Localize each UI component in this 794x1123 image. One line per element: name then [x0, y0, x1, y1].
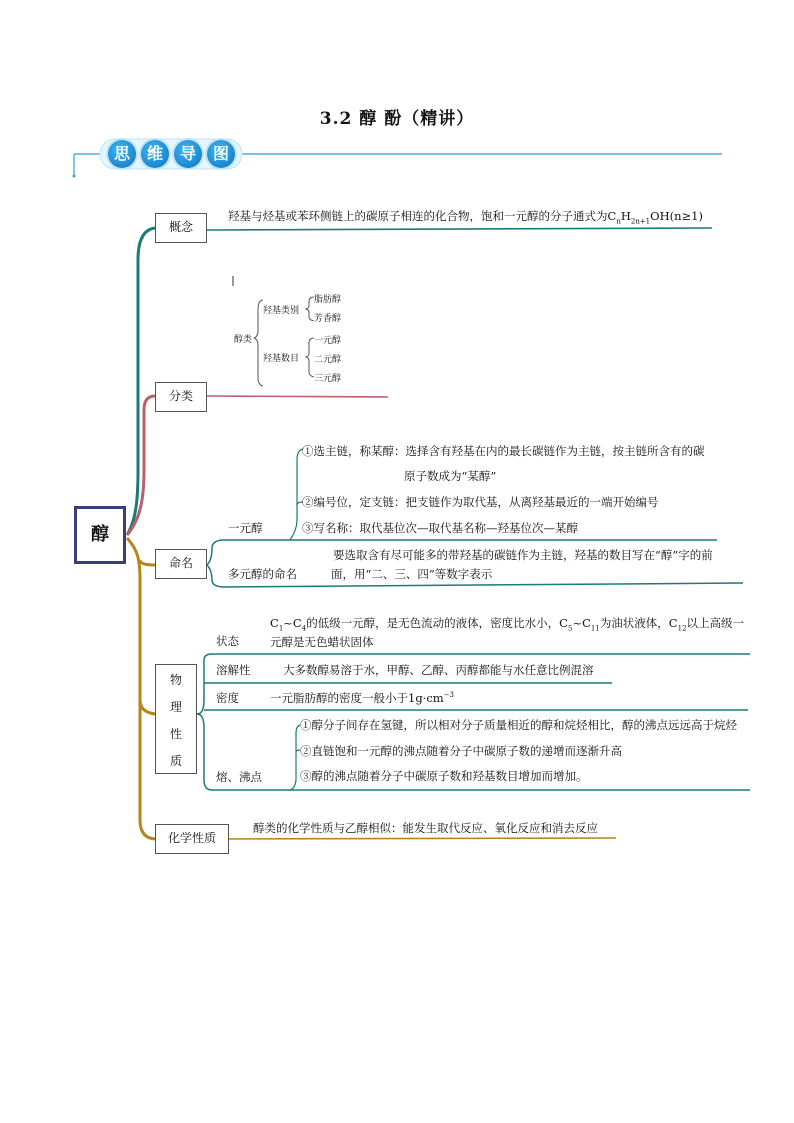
- naming-poly-rule-1: 要选取含有尽可能多的带羟基的碳链作为主链，羟基的数目写在“醇”字的前: [333, 548, 713, 562]
- naming-mono-label: 一元醇: [228, 521, 263, 535]
- bp-rule-1: ①醇分子间存在氢键，所以相对分子质量相近的醇和烷烃相比，醇的沸点远远高于烷烃: [300, 718, 737, 732]
- class-group-2: 羟基数目: [263, 354, 300, 364]
- solubility-label: 溶解性: [216, 663, 251, 677]
- chemical-node: 化学性质: [155, 824, 229, 854]
- concept-node: 概念: [155, 213, 207, 243]
- solubility-text: 大多数醇易溶于水，甲醇、乙醇、丙醇都能与水任意比例混溶: [283, 663, 594, 677]
- class-item: 脂肪醇: [314, 295, 342, 305]
- state-label: 状态: [216, 634, 239, 648]
- physical-label-char: 性: [169, 727, 182, 741]
- bp-rule-2: ②直链饱和一元醇的沸点随着分子中碳原子数的递增而逐渐升高: [300, 744, 622, 758]
- class-root: 醇类: [234, 335, 253, 345]
- physical-label-char: 理: [169, 700, 182, 714]
- class-item: 一元醇: [314, 336, 342, 346]
- physical-label-char: 质: [169, 754, 182, 768]
- naming-poly-label: 多元醇的命名: [228, 567, 297, 581]
- class-item: 二元醇: [314, 355, 342, 365]
- state-line-1: $C_1\sim C_4$的低级一元醇，是无色流动的液体，密度比水小，$C_5\sim C_{11}$为油状液体，$C_{12}$以上高级一: [270, 616, 745, 633]
- naming-rule-2: ②编号位，定支链：把支链作为取代基，从离羟基最近的一端开始编号: [302, 495, 659, 509]
- classification-node: 分类: [155, 382, 207, 412]
- density-text: 一元脂肪醇的密度一般小于$1g\cdot cm^{-3}$: [270, 691, 455, 705]
- state-line-2: 元醇是无色蜡状固体: [270, 635, 374, 649]
- banner-char-3: 导: [174, 140, 202, 168]
- naming-rule-1: ①选主链，称某醇：选择含有羟基在内的最长碳链作为主链，按主链所含有的碳: [302, 444, 705, 458]
- naming-poly-rule-2: 面，用“二、三、四”等数字表示: [331, 567, 493, 581]
- class-group-1: 羟基类别: [263, 306, 300, 316]
- banner-char-4: 图: [207, 140, 235, 168]
- page-title: 3.2 醇 酚（精讲）: [319, 109, 475, 129]
- naming-rule-3: ③写名称：取代基位次—取代基名称—羟基位次—某醇: [302, 521, 578, 535]
- physical-label-char: 物: [169, 673, 182, 687]
- naming-rule-1b: 原子数成为“某醇”: [404, 469, 497, 483]
- chemical-text: 醇类的化学性质与乙醇相似：能发生取代反应、氧化反应和消去反应: [253, 821, 598, 835]
- concept-text: 羟基与烃基或苯环侧链上的碳原子相连的化合物，饱和一元醇的分子通式为$C_nH_{2n+1}OH(n\ge 1)$: [228, 209, 703, 226]
- bp-rule-3: ③醇的沸点随着分子中碳原子数和羟基数目增加而增加。: [300, 769, 588, 783]
- physical-node: [155, 664, 197, 774]
- naming-node: 命名: [155, 549, 207, 579]
- density-label: 密度: [216, 691, 239, 705]
- banner-char-1: 思: [108, 140, 136, 168]
- banner-char-2: 维: [141, 140, 169, 168]
- root-node: 醇: [74, 506, 126, 564]
- class-item: 芳香醇: [314, 314, 342, 324]
- bp-label: 熔、沸点: [216, 770, 262, 784]
- class-item: 三元醇: [314, 374, 342, 384]
